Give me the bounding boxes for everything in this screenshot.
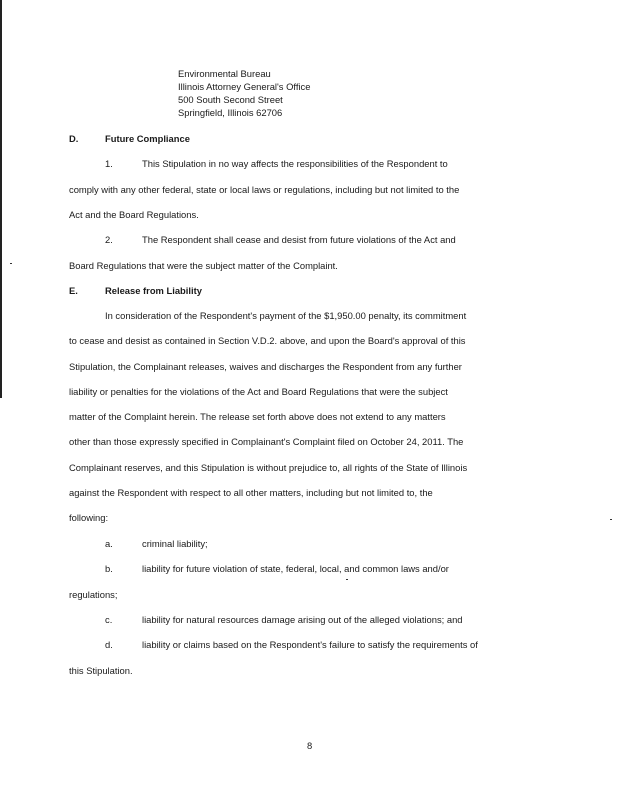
list-item-b-text: liability for future violation of state, federal, local, and common laws and/or <box>142 563 449 574</box>
d2-line-2: Board Regulations that were the subject matter of the Complaint. <box>69 260 338 271</box>
list-item-c-letter: c. <box>105 614 113 625</box>
section-d-letter: D. <box>69 133 79 144</box>
list-item-a-text: criminal liability; <box>142 538 208 549</box>
e-para-line-5: matter of the Complaint herein. The release set forth above does not extend to any matters <box>69 411 446 422</box>
section-e-letter: E. <box>69 285 78 296</box>
d1-number: 1. <box>105 158 113 169</box>
address-line-3: 500 South Second Street <box>178 94 283 105</box>
e-para-line-9: following: <box>69 512 109 523</box>
e-para-line-7: Complainant reserves, and this Stipulation is without prejudice to, all rights of the State of Illinois <box>69 462 468 473</box>
e-para-line-2: to cease and desist as contained in Section V.D.2. above, and upon the Board's approval of this <box>69 335 466 346</box>
d1-line-2: comply with any other federal, state or local laws or regulations, including but not limited to the <box>69 184 460 195</box>
list-item-d-text: liability or claims based on the Respondent's failure to satisfy the requirements of <box>142 639 478 650</box>
address-line-4: Springfield, Illinois 62706 <box>178 107 283 118</box>
page-number: 8 <box>307 740 313 751</box>
address-line-1: Environmental Bureau <box>178 68 271 79</box>
section-d-heading: Future Compliance <box>105 133 190 144</box>
e-para-line-3: Stipulation, the Complainant releases, waives and discharges the Respondent from any further <box>69 361 462 372</box>
d2-line-1: The Respondent shall cease and desist from future violations of the Act and <box>142 234 456 245</box>
scan-speck <box>10 263 12 264</box>
scan-edge-line <box>0 0 2 398</box>
list-item-b-cont: regulations; <box>69 589 118 600</box>
scan-speck <box>346 579 348 580</box>
d1-line-1: This Stipulation in no way affects the responsibilities of the Respondent to <box>142 158 448 169</box>
list-item-b-letter: b. <box>105 563 113 574</box>
e-para-line-6: other than those expressly specified in Complainant's Complaint filed on October 24, 2011. The <box>69 436 464 447</box>
list-item-d-cont: this Stipulation. <box>69 665 133 676</box>
list-item-d-letter: d. <box>105 639 113 650</box>
scan-speck <box>610 519 612 520</box>
address-line-2: Illinois Attorney General's Office <box>178 81 311 92</box>
e-para-line-4: liability or penalties for the violations of the Act and Board Regulations that were the subject <box>69 386 448 397</box>
list-item-a-letter: a. <box>105 538 113 549</box>
e-para-line-1: In consideration of the Respondent's payment of the $1,950.00 penalty, its commitment <box>105 310 467 321</box>
d1-line-3: Act and the Board Regulations. <box>69 209 199 220</box>
section-e-heading: Release from Liability <box>105 285 202 296</box>
list-item-c-text: liability for natural resources damage arising out of the alleged violations; and <box>142 614 463 625</box>
d2-number: 2. <box>105 234 113 245</box>
e-para-line-8: against the Respondent with respect to all other matters, including but not limited to, the <box>69 487 433 498</box>
